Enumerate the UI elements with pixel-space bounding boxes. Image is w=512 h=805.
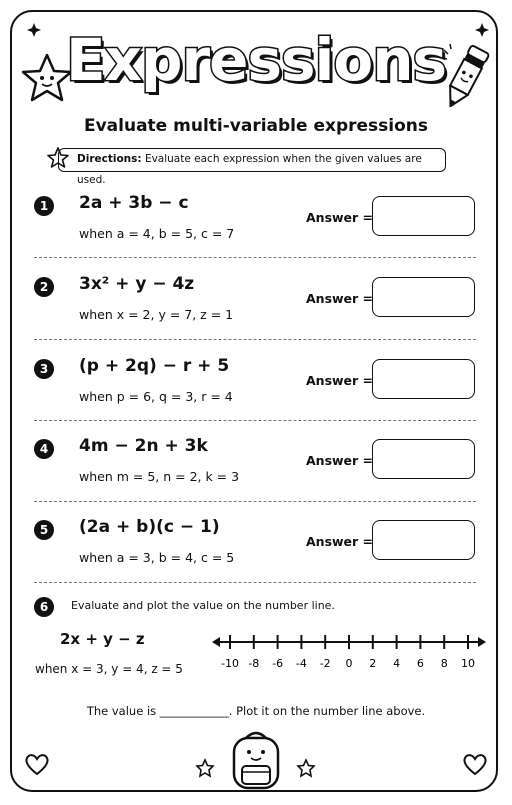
page-title: Expressions <box>65 26 447 94</box>
number-line[interactable] <box>210 628 488 676</box>
number-line-label: -4 <box>295 657 307 670</box>
problem-values: when a = 3, b = 4, c = 5 <box>79 550 235 565</box>
problem-values: when a = 4, b = 5, c = 7 <box>79 226 235 241</box>
star-icon <box>296 758 316 778</box>
answer-box[interactable] <box>372 439 475 479</box>
number-line-label: 0 <box>345 657 353 670</box>
problem-number: 2 <box>34 277 54 297</box>
divider <box>34 339 476 340</box>
answer-box[interactable] <box>372 196 475 236</box>
number-line-label: 10 <box>461 657 475 670</box>
problem-6-expression: 2x + y − z <box>60 630 145 648</box>
star-icon <box>195 758 215 778</box>
value-line: The value is ____________. Plot it on the number line above. <box>86 704 426 718</box>
number-line-label: -10 <box>221 657 239 670</box>
problem-expression: 3x² + y − 4z <box>79 274 195 294</box>
directions-text: Evaluate each expression when the given values are used. <box>77 153 422 186</box>
problem-number: 3 <box>34 359 54 379</box>
arrow-left-icon <box>212 637 220 647</box>
number-line-label: 6 <box>416 657 424 670</box>
problem-expression: 2a + 3b − c <box>79 193 189 213</box>
problem-expression: 4m − 2n + 3k <box>79 436 208 456</box>
divider <box>34 257 476 258</box>
answer-box[interactable] <box>372 359 475 399</box>
number-line-label: -8 <box>248 657 260 670</box>
problem-values: when p = 6, q = 3, r = 4 <box>79 389 233 404</box>
answer-box[interactable] <box>372 520 475 560</box>
problem-number: 5 <box>34 520 54 540</box>
problem-expression: (p + 2q) − r + 5 <box>79 356 230 376</box>
problem-expression: (2a + b)(c − 1) <box>79 517 220 537</box>
answer-label: Answer = <box>306 453 374 468</box>
answer-label: Answer = <box>306 373 374 388</box>
number-line-label: 8 <box>440 657 448 670</box>
backpack-icon <box>226 728 286 792</box>
answer-label: Answer = <box>306 210 374 225</box>
heart-icon <box>462 752 488 776</box>
directions-label: Directions: <box>77 153 142 165</box>
arrow-right-icon <box>478 637 486 647</box>
divider <box>34 420 476 421</box>
number-line-label: 4 <box>393 657 401 670</box>
problem-6-instruction: Evaluate and plot the value on the number line. <box>71 599 335 612</box>
heart-icon <box>24 752 50 776</box>
number-line-label: 2 <box>369 657 377 670</box>
problem-number: 1 <box>34 196 54 216</box>
divider <box>34 501 476 502</box>
number-line-label: -6 <box>272 657 284 670</box>
page-subtitle: Evaluate multi-variable expressions <box>83 116 429 136</box>
number-line-label: -2 <box>319 657 331 670</box>
answer-box[interactable] <box>372 277 475 317</box>
directions-box <box>58 148 446 186</box>
problem-number: 4 <box>34 439 54 459</box>
answer-label: Answer = <box>306 534 374 549</box>
answer-label: Answer = <box>306 291 374 306</box>
divider <box>34 582 476 583</box>
problem-values: when x = 2, y = 7, z = 1 <box>79 307 234 322</box>
problem-number: 6 <box>34 597 54 617</box>
problem-6-values: when x = 3, y = 4, z = 5 <box>35 662 183 676</box>
problem-values: when m = 5, n = 2, k = 3 <box>79 469 240 484</box>
